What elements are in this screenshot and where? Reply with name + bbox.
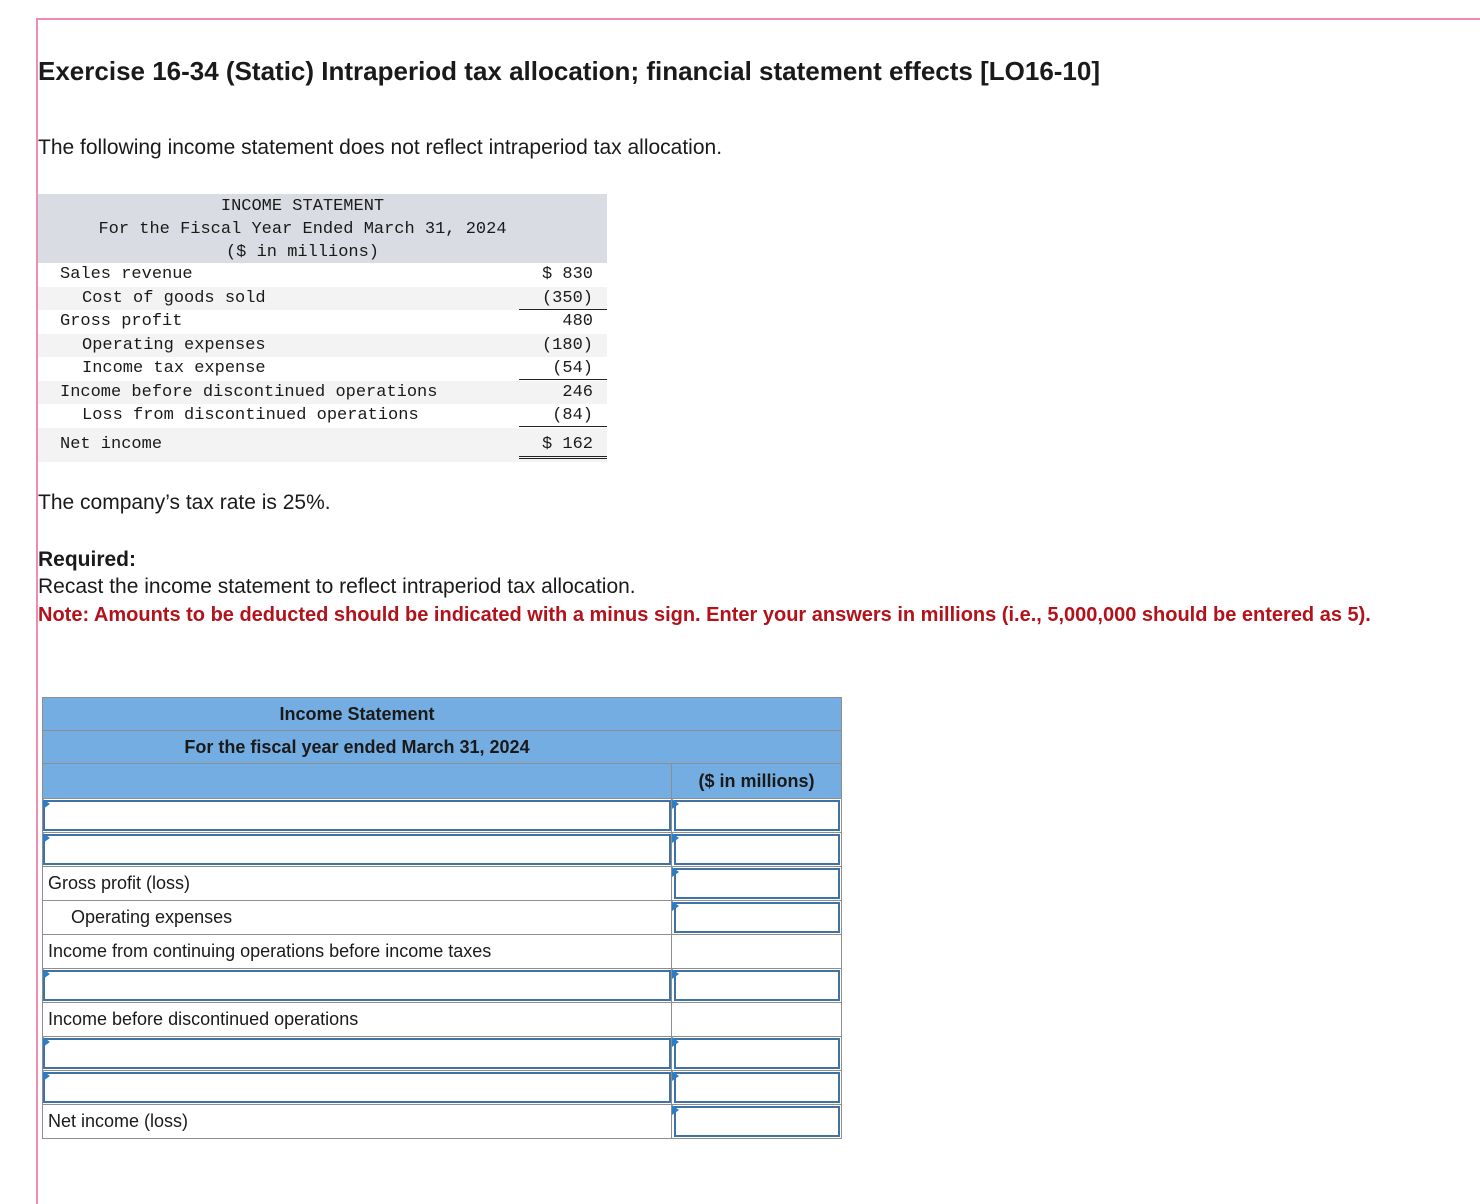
tax-rate-text: The company’s tax rate is 25%. [38,491,331,514]
required-text: Recast the income statement to reflect intraperiod tax allocation. [38,575,636,598]
statement-row [38,263,607,287]
statement-row [38,404,607,428]
amount-input-field[interactable] [674,800,840,831]
answer-label-cell [43,1037,671,1070]
answer-amount-cell [671,1071,841,1104]
answer-row [43,1037,841,1071]
dropdown-indicator-icon [43,969,50,979]
input-indicator-icon [672,833,679,843]
given-statement-title: INCOME STATEMENT [220,197,385,216]
answer-row [43,799,841,833]
given-statement-period: For the Fiscal Year Ended March 31, 2024 [98,220,507,239]
label-dropdown-field[interactable] [43,834,671,865]
answer-label-cell [43,833,671,866]
input-indicator-icon [672,867,679,877]
answer-table-subtitle: For the fiscal year ended March 31, 2024 [43,731,841,764]
answer-row [43,969,841,1003]
answer-amount-cell [671,1105,841,1138]
statement-row-label: Operating expenses [82,335,266,355]
input-indicator-icon [672,901,679,911]
answer-row-income-before-discontinued [43,1003,841,1037]
dropdown-indicator-icon [43,1037,50,1047]
answer-row-income-before-taxes [43,935,841,969]
label-dropdown-field[interactable] [43,970,671,1001]
statement-row-net-income [38,428,607,462]
statement-row-amount: (84) [519,404,607,427]
answer-row-operating-expenses [43,901,841,935]
input-indicator-icon [672,1071,679,1081]
amount-input-field[interactable] [674,1072,840,1103]
statement-row [38,357,607,381]
statement-row-amount: (350) [519,287,607,310]
dropdown-indicator-icon [43,1071,50,1081]
answer-amount-cell [671,799,841,832]
answer-row-gross-profit [43,867,841,901]
answer-label: Income from continuing operations before income taxes [48,941,492,961]
answer-label-cell [43,799,671,832]
frame-top-border [36,18,1480,20]
dropdown-indicator-icon [43,833,50,843]
dropdown-indicator-icon [43,799,50,809]
given-income-statement [38,194,607,462]
answer-table-column-header-row [43,764,841,799]
answer-table-title: Income Statement [43,698,841,731]
answer-row [43,833,841,867]
answer-row [43,1071,841,1105]
given-statement-units: ($ in millions) [225,243,380,262]
net-income-input-field[interactable] [674,1106,840,1137]
amount-input-field[interactable] [674,970,840,1001]
answer-label: Income before discontinued operations [48,1009,359,1029]
answer-label-cell [43,1071,671,1104]
label-dropdown-field[interactable] [43,1038,671,1069]
input-indicator-icon [672,799,679,809]
answer-label: Gross profit (loss) [48,873,191,893]
statement-row-label: Loss from discontinued operations [82,406,419,425]
statement-row-label: Sales revenue [60,265,193,284]
amount-input-field[interactable] [674,1038,840,1069]
answer-amount-cell [671,833,841,866]
statement-row-label: Net income [60,434,163,454]
answer-amount-cell [671,1037,841,1070]
intro-text: The following income statement does not reflect intraperiod tax allocation. [38,136,723,159]
statement-row-label: Gross profit [60,312,183,331]
required-heading: Required: [38,548,137,571]
input-indicator-icon [672,969,679,979]
statement-row-amount: $ 830 [541,265,593,284]
statement-row [38,310,607,334]
exercise-title: Exercise 16-34 (Static) Intraperiod tax allocation; financial statement effects [LO16-10] [38,56,1101,86]
statement-row-amount: 246 [562,382,593,402]
statement-row-label: Income tax expense [82,359,266,378]
statement-row-amount: $ 162 [519,428,607,459]
answer-amount-cell [671,867,841,900]
input-indicator-icon [672,1037,679,1047]
answer-amount-cell-static [671,1003,841,1036]
answer-income-statement-table [42,697,842,1139]
statement-row-amount: 480 [562,312,593,331]
amount-input-field[interactable] [674,834,840,865]
amount-input-field[interactable] [674,902,840,933]
amount-column-header: ($ in millions) [671,764,841,798]
statement-row-amount: (180) [541,335,593,355]
statement-row [38,287,607,311]
amount-input-field[interactable] [674,868,840,899]
statement-row-amount: (54) [519,357,607,380]
answer-amount-cell [671,969,841,1002]
input-indicator-icon [672,1105,679,1115]
label-dropdown-field[interactable] [43,800,671,831]
instruction-note: Note: Amounts to be deducted should be indicated with a minus sign. Enter your answers in millions (i.e., 5,000,000 should be entered as 5). [38,604,1371,626]
answer-row-net-income [43,1105,841,1139]
answer-label: Net income (loss) [48,1111,189,1131]
statement-row [38,381,607,405]
label-dropdown-field[interactable] [43,1072,671,1103]
answer-amount-cell-static [671,935,841,968]
statement-row [38,334,607,358]
answer-label: Operating expenses [71,907,233,927]
answer-amount-cell [671,901,841,934]
given-statement-header [38,194,607,263]
statement-row-label: Income before discontinued operations [60,382,438,402]
statement-row-label: Cost of goods sold [82,288,266,308]
answer-label-cell [43,969,671,1002]
